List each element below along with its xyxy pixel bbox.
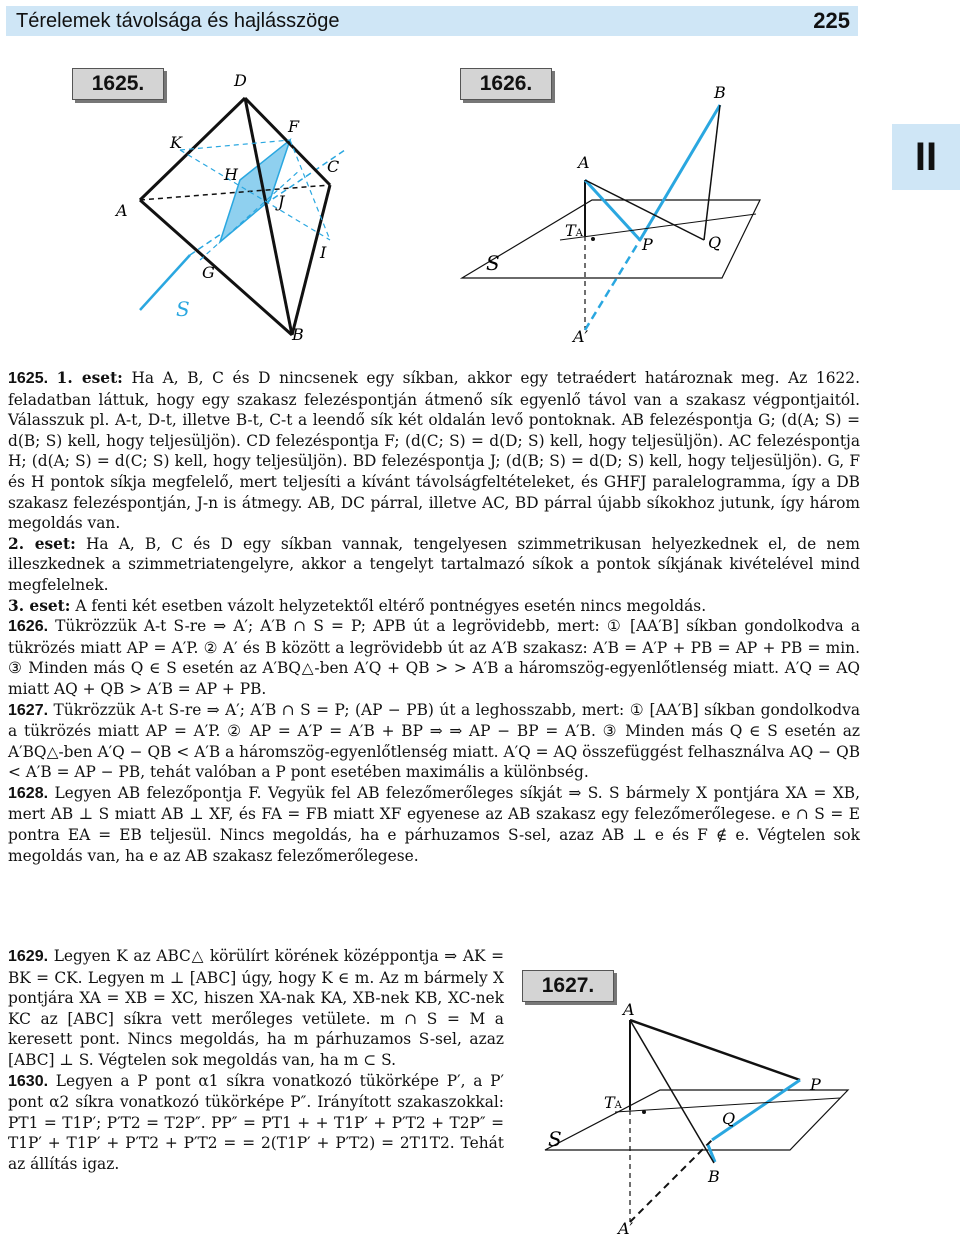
case-label: 1. eset: <box>56 369 123 387</box>
solution-body: Ha A, B, C és D nincsenek egy síkban, akkor egy tetraédert határoznak meg. Az 1622. feladatban láttuk, hogy egy szakasz felezéspontján átmenő sík egyenlő távol van a szakasz végpontjaitól. Válasszuk pl. A-t, D-t, illetve B-t, C-t a leendő sík két oldalán levő pontoknak. AB felezéspontja G; (d(A; S) = d(B; S) kell, hogy teljesüljön). CD felezéspontja F; (d(C; S) = d(D; S) kell, hogy teljesüljön). AC felezéspontja H; (d(A; S) = d(C; S) kell, hogy teljesüljön). BD felezéspontja J; (d(B; S) = d(D; S) kell, hogy teljesüljön). G, F és H pontok síkja megfelelő, mert teljesíti a kívánt távolságfeltételeket, és GHFJ paralelogramma, így a DB szakasz felezéspontján, J-n is átmegy. AB, DC párral, illetve AC, BD párral újabb síkokhoz jutunk, így három megoldás van. <box>8 369 860 533</box>
problem-box-1625: 1625. <box>72 68 164 100</box>
label-S: S <box>176 297 190 321</box>
label-H: H <box>224 165 238 184</box>
solution-1625-case1 <box>8 368 860 534</box>
solution-1626 <box>8 616 860 699</box>
solution-1625-case3 <box>8 596 860 617</box>
figure-1625 <box>100 60 400 350</box>
page-number: 225 <box>813 8 850 33</box>
problem-number: 1629. <box>8 948 49 965</box>
label-Q: Q <box>708 233 722 252</box>
problem-number: 1628. <box>8 784 49 802</box>
label-A: A <box>578 153 590 172</box>
label-B: B <box>714 83 726 102</box>
page-header <box>6 6 858 36</box>
solution-1629 <box>8 946 504 1071</box>
solution-body: Tükrözzük A-t S-re ⇒ A′; A′B ∩ S = P; (AP − PB) út a leghosszabb, mert: ① [AA′B] síkban gondolkodva a tükrözés miatt AP = A′P. ② AP = A′P = A′B + BP ⇒ ⇒ AP − BP = A′B. ③ Minden más Q ∈ S esetén az A′BQ△-ben A′Q − QB < A′B a háromszög-egyenlőtlenség miatt. A′Q = AQ összefüggést felhasználva AQ − QB < A′B = AP − PB, tehát valóban a P pont esetében maximális a különbség. <box>8 700 860 782</box>
solution-body: A fenti két esetben vázolt helyzetektől eltérő pontnégyes esetén nincs megoldás. <box>70 596 707 615</box>
chapter-tab: II <box>892 124 960 190</box>
label-I: I <box>320 243 327 262</box>
label-Q: Q <box>722 1109 736 1128</box>
case-label: 3. eset: <box>8 596 71 615</box>
solution-body: Ha A, B, C és D egy síkban vannak, tengelyesen szimmetrikusan helyezkednek el, de nem illeszkednek a szimmetriatengelyre, akkor a tengelyt tartalmazó síkok a pontok síkjának kivételével mind megfelelnek. <box>8 534 860 594</box>
problem-box-1627: 1627. <box>522 970 614 1002</box>
label-B: B <box>292 325 304 344</box>
figure-1627 <box>520 1000 860 1238</box>
label-S: S <box>548 1127 562 1151</box>
label-D: D <box>234 71 247 90</box>
label-C: C <box>327 157 340 176</box>
label-TA: TA <box>604 1093 622 1112</box>
solution-1630 <box>8 1071 504 1175</box>
problem-number: 1626. <box>8 618 49 636</box>
problem-number: 1630. <box>8 1072 49 1090</box>
label-F: F <box>288 117 300 136</box>
label-A-prime: A′ <box>618 1219 634 1238</box>
solution-1627 <box>8 700 860 783</box>
label-A: A <box>623 1000 635 1019</box>
figure-1626 <box>440 70 780 350</box>
solution-1625-case2 <box>8 534 860 596</box>
solutions-text <box>8 368 860 866</box>
label-P: P <box>810 1075 821 1094</box>
label-G: G <box>202 263 215 282</box>
problem-number: 1625. <box>8 370 49 387</box>
solution-body: Legyen K az ABC△ körülírt körének középpontja ⇒ AK = BK = CK. Legyen m ⊥ [ABC] úgy, hogy K ∈ m. Az m bármely X pontjára XA = XB = XC, hiszen XA-nak KA, XB-nek KB, XC-nek KC az [ABC] síkra vett merőleges vetülete. m ∩ S = M a keresett pont. Nincs megoldás, ha m párhuzamos S-sel, azaz [ABC] ⊥ S. Végtelen sok megoldás van, ha m ⊂ S. <box>8 947 504 1069</box>
label-K: K <box>170 133 182 152</box>
label-B: B <box>708 1167 720 1186</box>
solution-body: Tükrözzük A-t S-re ⇒ A′; A′B ∩ S = P; APB út a legrövidebb, mert: ① [AA′B] síkban gondolkodva a tükrözés miatt AP = A′P. ② A′ és B között a legrövidebb út az A′B szakasz: A′B = A′P + PB = AP + PB = min. ③ Minden más Q ∈ S esetén az A′BQ△-ben A′Q + QB > > A′B a háromszög-egyenlőtlenség miatt. A′Q = AQ miatt AQ + QB > A′B = AP + PB. <box>8 617 860 698</box>
label-P: P <box>642 235 653 254</box>
section-title: Térelemek távolsága és hajlásszöge <box>16 9 340 32</box>
label-J: J <box>278 192 285 211</box>
solution-1628 <box>8 783 860 866</box>
label-S: S <box>486 251 500 275</box>
case-label: 2. eset: <box>8 534 76 553</box>
solution-body: Legyen AB felezőpontja F. Vegyük fel AB felezőmerőleges síkját ⇒ S. S bármely X pontjára XA = XB, mert AB ⊥ S miatt AB ⊥ XF, és FA = FB miatt XF egyenese az AB szakasz egy felezőmerőlegese. e ∩ S = E pontra EA = EB teljesül. Nincs megoldás, ha e párhuzamos S-sel, azaz AB ⊥ e és F ∉ e. Végtelen sok megoldás van, ha e az AB szakasz felezőmerőlegese. <box>8 783 860 865</box>
solutions-text-narrow <box>8 946 504 1175</box>
label-TA: TA <box>565 221 583 240</box>
solution-body: Legyen a P pont α1 síkra vonatkozó tükörképe P′, a P′ pont α2 síkra vonatkozó tükörképe P″. Irányított szakaszokkal: PT1 = T1P′; P′T2 = T2P″. PP″ = PT1 + + T1P′ + P′T2 + T2P″ = T1P′ + T1P′ + P′T2 + P′T2 = = 2(T1P′ + P′T2) = 2T1T2. Tehát az állítás igaz. <box>8 1071 504 1173</box>
label-A-prime: A′ <box>573 327 589 346</box>
label-A: A <box>116 201 128 220</box>
problem-number: 1627. <box>8 701 49 719</box>
problem-box-1626: 1626. <box>460 68 552 100</box>
